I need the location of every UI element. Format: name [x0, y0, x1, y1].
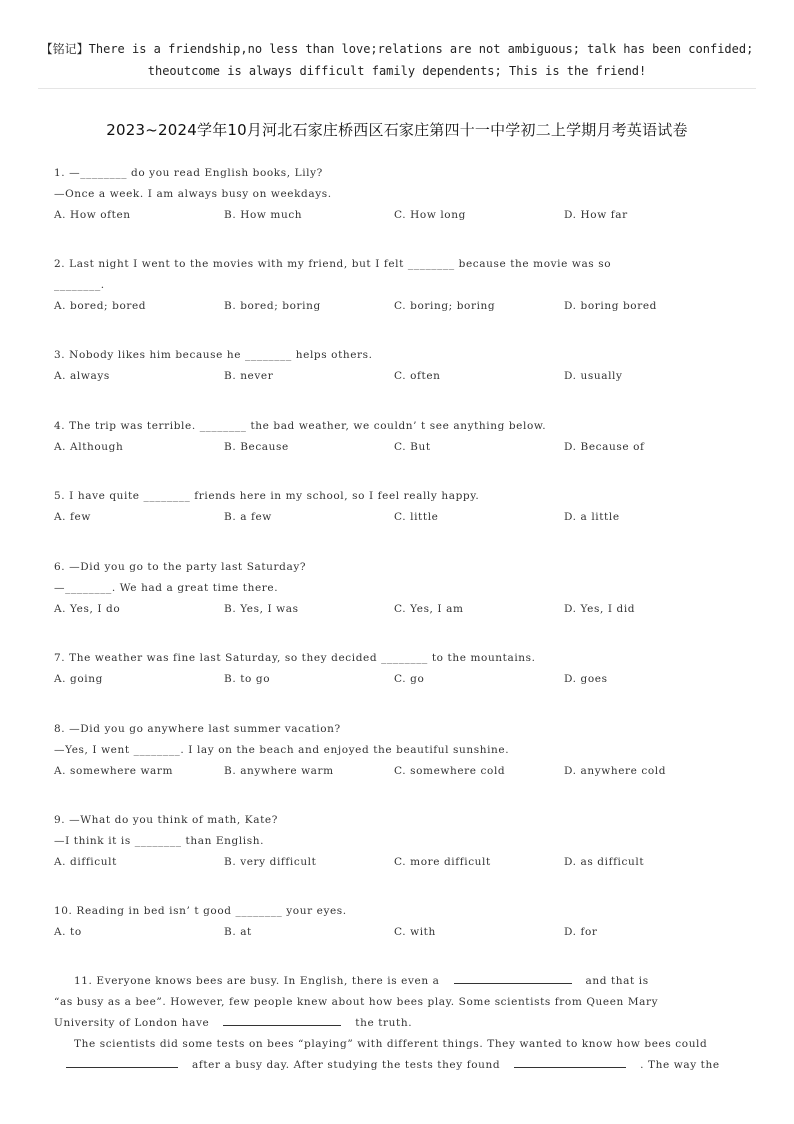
question-text: —I think it is ________ than English.	[54, 835, 265, 847]
option-b[interactable]: B. a few	[224, 511, 272, 523]
option-c[interactable]: C. more difficult	[394, 856, 491, 868]
options-row	[54, 437, 754, 458]
cloze-line-1	[54, 971, 734, 992]
question-text: 3. Nobody likes him because he ________ helps others.	[54, 349, 373, 361]
options-row	[54, 669, 754, 690]
header-divider	[38, 88, 756, 89]
question-text: 5. I have quite ________ friends here in my school, so I feel really happy.	[54, 490, 480, 502]
option-a[interactable]: A. Although	[54, 441, 124, 453]
question-10	[54, 901, 754, 943]
option-c[interactable]: C. with	[394, 926, 436, 938]
option-b[interactable]: B. at	[224, 926, 252, 938]
cloze-line-2: “as busy as a bee”. However, few people knew about how bees play. Some scientists from Queen Mary	[54, 996, 659, 1008]
option-b[interactable]: B. to go	[224, 673, 271, 685]
option-d[interactable]: D. usually	[564, 370, 623, 382]
question-text: 4. The trip was terrible. ________ the bad weather, we couldn’ t see anything below.	[54, 420, 547, 432]
option-b[interactable]: B. How much	[224, 209, 303, 221]
option-d[interactable]: D. anywhere cold	[564, 765, 667, 777]
question-text: 2. Last night I went to the movies with my friend, but I felt ________ because the movie was so	[54, 258, 612, 270]
page-title: 2023~2024学年10月河北石家庄桥西区石家庄第四十一中学初二上学期月考英语试卷	[106, 121, 688, 139]
question-6	[54, 557, 754, 620]
option-c[interactable]: C. But	[394, 441, 431, 453]
question-text: —________. We had a great time there.	[54, 582, 279, 594]
option-d[interactable]: D. goes	[564, 673, 608, 685]
option-c[interactable]: C. go	[394, 673, 425, 685]
question-4	[54, 416, 754, 458]
cloze-text: and that is	[585, 975, 649, 987]
option-d[interactable]: D. as difficult	[564, 856, 645, 868]
option-c[interactable]: C. little	[394, 511, 439, 523]
cloze-text: the truth.	[355, 1017, 413, 1029]
question-3	[54, 345, 754, 387]
cloze-text: 11. Everyone knows bees are busy. In English, there is even a	[74, 975, 440, 987]
options-row	[54, 205, 754, 226]
option-c[interactable]: C. often	[394, 370, 441, 382]
cloze-line-4: The scientists did some tests on bees “playing” with different things. They wanted to know how bees could	[74, 1038, 708, 1050]
option-b[interactable]: B. bored; boring	[224, 300, 321, 312]
option-a[interactable]: A. going	[54, 673, 103, 685]
motto-line-1: 【铭记】There is a friendship,no less than love;relations are not ambiguous; talk has been confided;	[40, 42, 754, 56]
option-a[interactable]: A. always	[54, 370, 110, 382]
options-row	[54, 507, 754, 528]
question-text: 1. —________ do you read English books, Lily?	[54, 167, 323, 179]
option-b[interactable]: B. anywhere warm	[224, 765, 334, 777]
options-row	[54, 761, 754, 782]
question-1	[54, 163, 754, 226]
option-c[interactable]: C. Yes, I am	[394, 603, 464, 615]
option-a[interactable]: A. bored; bored	[54, 300, 147, 312]
motto-header	[30, 38, 764, 82]
motto-line-2: theoutcome is always difficult family dependents; This is the friend!	[147, 64, 647, 78]
options-row	[54, 366, 754, 387]
options-row	[54, 296, 754, 317]
question-2	[54, 254, 754, 317]
question-text: —Yes, I went ________. I lay on the beach and enjoyed the beautiful sunshine.	[54, 744, 510, 756]
cloze-passage	[54, 971, 734, 1076]
option-a[interactable]: A. difficult	[54, 856, 117, 868]
question-text: 7. The weather was fine last Saturday, so they decided ________ to the mountains.	[54, 652, 536, 664]
option-d[interactable]: D. Yes, I did	[564, 603, 636, 615]
question-9	[54, 810, 754, 873]
question-text: —Once a week. I am always busy on weekdays.	[54, 188, 332, 200]
question-text: 10. Reading in bed isn’ t good ________ your eyes.	[54, 905, 347, 917]
option-d[interactable]: D. a little	[564, 511, 620, 523]
answer-blank[interactable]	[454, 971, 572, 984]
cloze-text: . The way the	[640, 1059, 720, 1071]
question-text: 8. —Did you go anywhere last summer vacation?	[54, 723, 341, 735]
option-c[interactable]: C. boring; boring	[394, 300, 496, 312]
answer-blank[interactable]	[66, 1055, 178, 1068]
option-b[interactable]: B. Because	[224, 441, 289, 453]
option-d[interactable]: D. Because of	[564, 441, 645, 453]
option-c[interactable]: C. somewhere cold	[394, 765, 506, 777]
option-a[interactable]: A. few	[54, 511, 91, 523]
cloze-text: after a busy day. After studying the tests they found	[192, 1059, 501, 1071]
option-a[interactable]: A. to	[54, 926, 82, 938]
option-d[interactable]: D. boring bored	[564, 300, 657, 312]
question-text: 9. —What do you think of math, Kate?	[54, 814, 278, 826]
option-d[interactable]: D. for	[564, 926, 598, 938]
options-row	[54, 599, 754, 620]
question-text: ________.	[54, 279, 105, 291]
question-5	[54, 486, 754, 528]
cloze-line-5	[54, 1055, 734, 1076]
question-7	[54, 648, 754, 690]
options-row	[54, 852, 754, 873]
option-c[interactable]: C. How long	[394, 209, 466, 221]
question-8	[54, 719, 754, 782]
option-a[interactable]: A. How often	[54, 209, 131, 221]
cloze-text: University of London have	[54, 1017, 210, 1029]
option-b[interactable]: B. never	[224, 370, 274, 382]
answer-blank[interactable]	[514, 1055, 626, 1068]
option-a[interactable]: A. somewhere warm	[54, 765, 174, 777]
option-b[interactable]: B. Yes, I was	[224, 603, 299, 615]
option-b[interactable]: B. very difficult	[224, 856, 317, 868]
option-a[interactable]: A. Yes, I do	[54, 603, 121, 615]
answer-blank[interactable]	[223, 1013, 341, 1026]
cloze-line-3	[54, 1013, 734, 1034]
options-row	[54, 922, 754, 943]
question-text: 6. —Did you go to the party last Saturday?	[54, 561, 307, 573]
option-d[interactable]: D. How far	[564, 209, 628, 221]
